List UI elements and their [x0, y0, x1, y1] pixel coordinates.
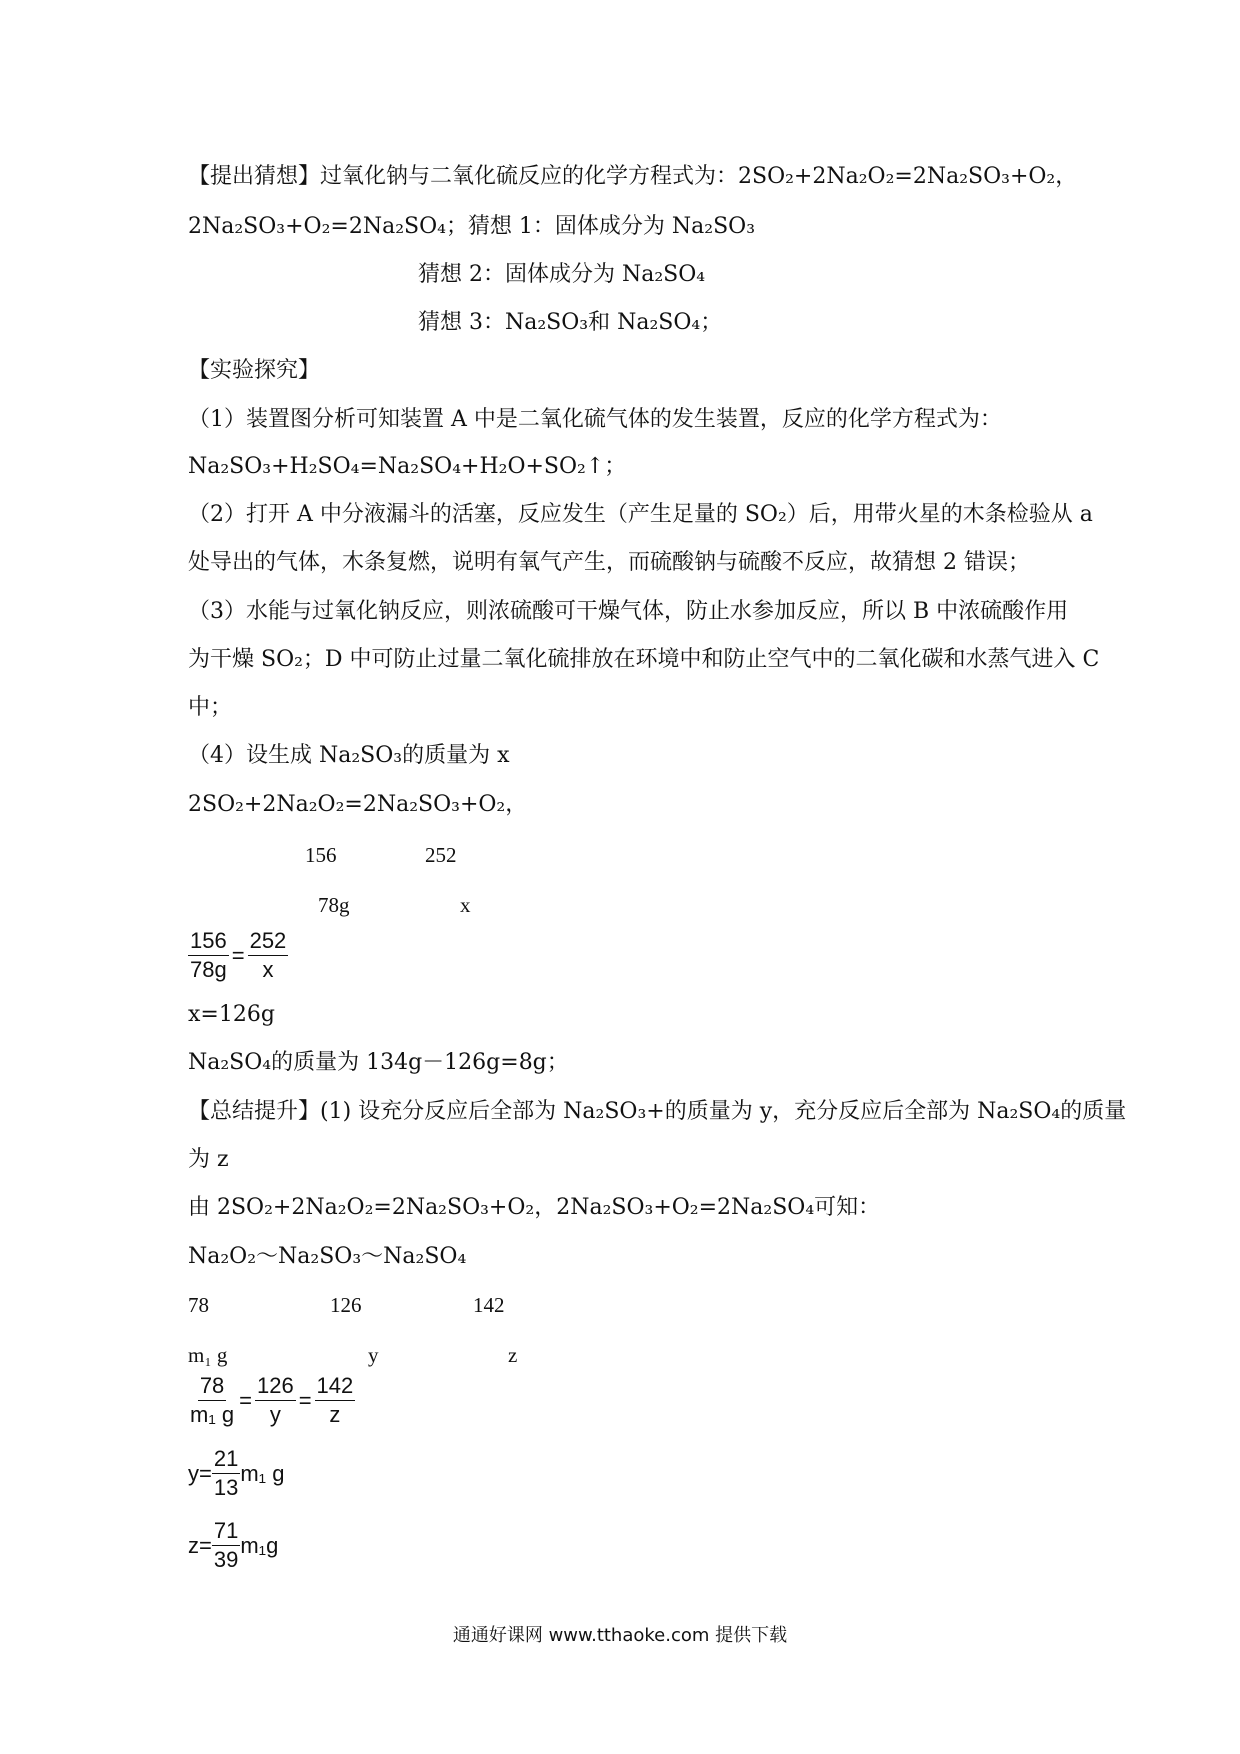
numerator: 126 [255, 1372, 296, 1401]
mass-value: 78 [188, 1293, 209, 1317]
text-line: （1）装置图分析可知装置 A 中是二氧化硫气体的发生装置，反应的化学方程式为： [188, 407, 1002, 432]
numerator: 142 [315, 1372, 356, 1401]
result-line: Na₂SO₄的质量为 134g－126g=8g； [188, 1050, 569, 1075]
mass-value: y [368, 1343, 379, 1367]
text-line: （3）水能与过氧化钠反应，则浓硫酸可干燥气体，防止水参加反应，所以 B 中浓硫酸作用 [188, 599, 1069, 624]
result-line: x=126g [188, 1002, 275, 1027]
text-line: 猜想 3：Na₂SO₃和 Na₂SO₄； [418, 310, 723, 335]
mass-value: 142 [473, 1293, 505, 1317]
result-prefix: y= [188, 1460, 212, 1486]
result-fraction [188, 1517, 278, 1574]
result-suffix: m₁ g [240, 1460, 285, 1486]
result-fraction [188, 1445, 284, 1502]
section-heading: 【总结提升】(1) 设充分反应后全部为 Na₂SO₃+的质量为 y，充分反应后全部为 Na₂SO₄的质量 [188, 1099, 1127, 1124]
mass-value: m₁ g [188, 1343, 228, 1367]
mass-value: x [460, 893, 471, 917]
mass-value: 252 [425, 843, 457, 867]
text-line: 为 z [188, 1147, 229, 1172]
text-line: 【提出猜想】过氧化钠与二氧化硫反应的化学方程式为：2SO₂+2Na₂O₂=2Na₂SO₃+O₂， [188, 164, 1078, 189]
result-suffix: m₁g [240, 1532, 279, 1558]
equals-sign: = [298, 1387, 312, 1413]
mass-value: z [508, 1343, 518, 1367]
section-heading: 【实验探究】 [188, 358, 321, 383]
text-line: 为干燥 SO₂；D 中可防止过量二氧化硫排放在环境中和防止空气中的二氧化碳和水蒸气进入 C [188, 647, 1100, 672]
text-line: （2）打开 A 中分液漏斗的活塞，反应发生（产生足量的 SO₂）后，用带火星的木条检验从 a [188, 502, 1093, 527]
numerator: 156 [188, 927, 229, 956]
equals-sign: = [239, 1387, 252, 1413]
mass-value: 78g [318, 893, 350, 917]
relation-line: Na₂O₂～Na₂SO₃～Na₂SO₄ [188, 1244, 467, 1269]
numerator: 78 [198, 1372, 226, 1401]
result-prefix: z= [188, 1532, 212, 1558]
mass-value: 156 [305, 843, 337, 867]
denominator: z [329, 1402, 341, 1427]
text-line: 2Na₂SO₃+O₂=2Na₂SO₄；猜想 1：固体成分为 Na₂SO₃ [188, 214, 756, 239]
numerator: 71 [212, 1517, 240, 1546]
numerator: 21 [212, 1445, 240, 1474]
mass-value: 126 [330, 1293, 362, 1317]
footer-watermark: 通通好课网 www.tthaoke.com 提供下载 [452, 1625, 788, 1646]
text-line: 处导出的气体，木条复燃，说明有氧气产生，而硫酸钠与硫酸不反应，故猜想 2 错误； [188, 550, 1030, 575]
denominator: 39 [213, 1547, 239, 1572]
denominator: m₁ g [190, 1402, 235, 1427]
numerator: 252 [248, 927, 289, 956]
text-line: 猜想 2：固体成分为 Na₂SO₄ [418, 262, 706, 287]
equals-sign: = [231, 942, 245, 968]
denominator: y [269, 1402, 281, 1427]
proportion-fraction [188, 1372, 355, 1429]
text-line: （4）设生成 Na₂SO₃的质量为 x [188, 743, 510, 768]
equation-line: 由 2SO₂+2Na₂O₂=2Na₂SO₃+O₂，2Na₂SO₃+O₂=2Na₂SO₄可知： [188, 1195, 881, 1220]
equation-line: Na₂SO₃+H₂SO₄=Na₂SO₄+H₂O+SO₂↑； [188, 454, 627, 479]
text-line: 中； [188, 695, 233, 720]
equation-line: 2SO₂+2Na₂O₂=2Na₂SO₃+O₂， [188, 792, 528, 817]
denominator: x [262, 957, 274, 982]
denominator: 78g [190, 957, 227, 982]
proportion-fraction [188, 927, 288, 984]
denominator: 13 [213, 1475, 239, 1500]
